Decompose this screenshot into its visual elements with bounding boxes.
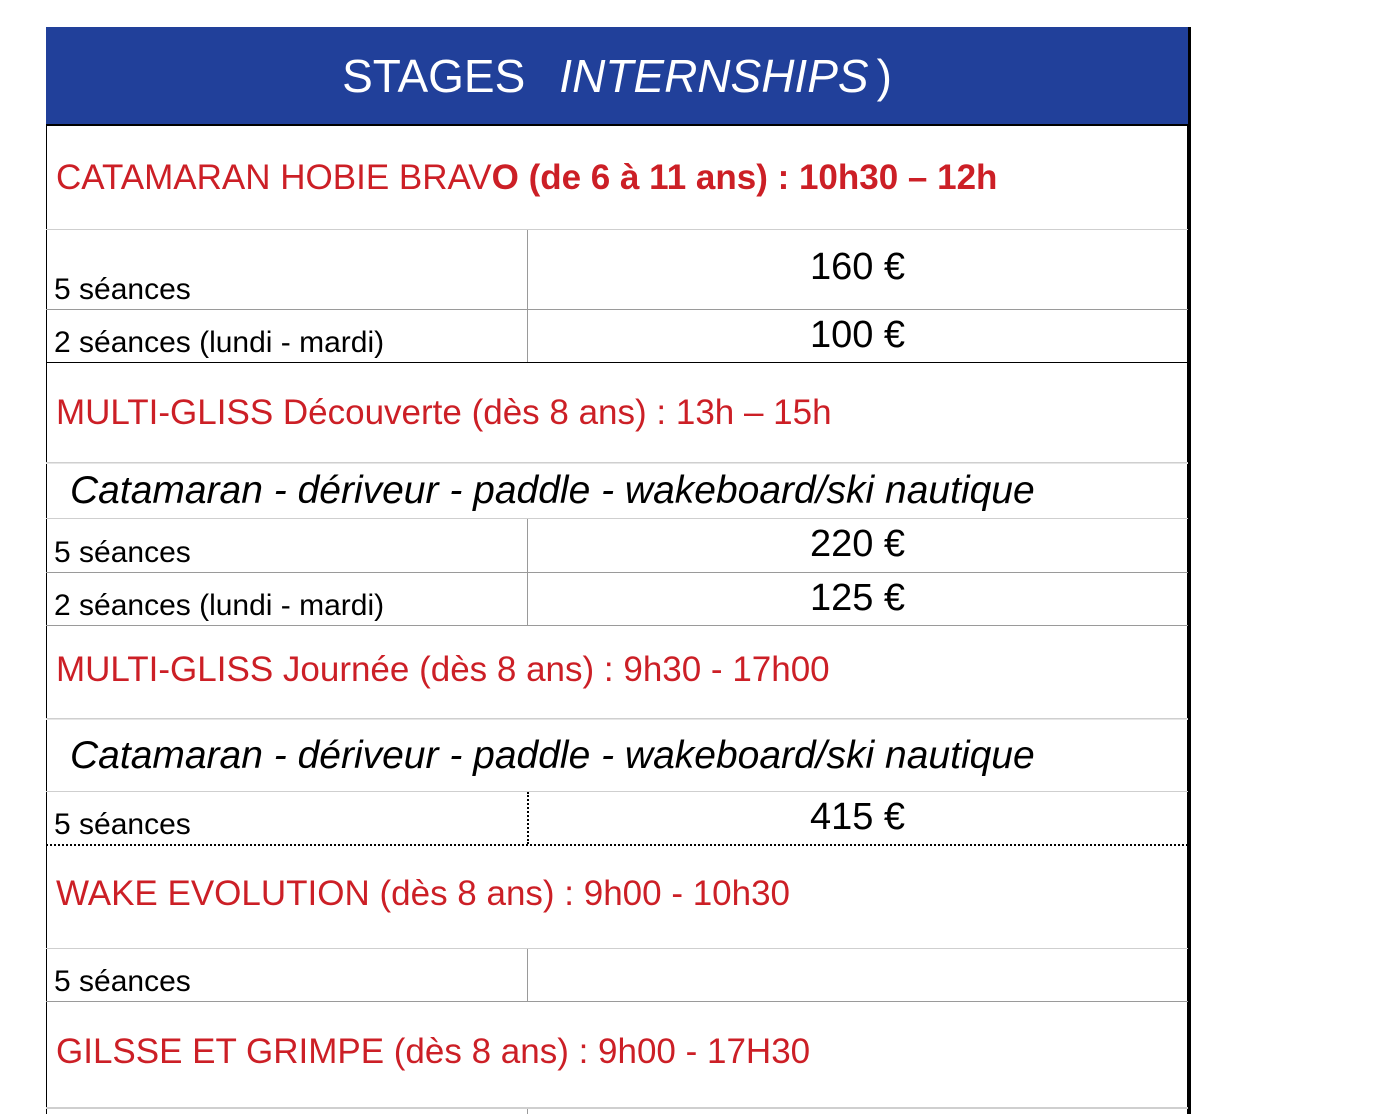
section-title: MULTI-GLISS Découverte (dès 8 ans) : 13h – 15h [56, 393, 832, 432]
table-row [46, 230, 1188, 310]
column-divider [527, 1109, 528, 1114]
price-value: 415 € [809, 796, 906, 838]
table-row [46, 1108, 1188, 1114]
table-row [46, 792, 1188, 846]
title-stages: STAGES [342, 49, 526, 102]
page-title [46, 27, 1188, 126]
sessions-label: 5 séances [54, 273, 191, 306]
title-close-paren: ) [876, 49, 892, 102]
section-hobie-bravo [46, 126, 1188, 230]
section-multigliss-decouverte [46, 363, 1188, 463]
section-title: WAKE EVOLUTION (dès 8 ans) : 9h00 - 10h30 [56, 874, 791, 913]
price-value: 125 € [809, 577, 906, 619]
sessions-label: 5 séances [54, 536, 191, 569]
activities-list [46, 463, 1188, 519]
section-glisse-grimpe [46, 1002, 1188, 1108]
activities-text: Catamaran - dériveur - paddle - wakeboard/ski nautique [70, 469, 1035, 512]
sessions-label: 2 séances (lundi - mardi) [54, 589, 385, 622]
price-value: 160 € [809, 246, 906, 288]
section-multigliss-journee [46, 626, 1188, 719]
table-row [46, 310, 1188, 363]
section-title: GILSSE ET GRIMPE (dès 8 ans) : 9h00 - 17H30 [56, 1032, 811, 1071]
sessions-label: 5 séances [54, 965, 191, 998]
section-title: MULTI-GLISS Journée (dès 8 ans) : 9h30 - 17h00 [56, 650, 830, 689]
section-hobie-name: CATAMARAN HOBIE BRAV [56, 157, 492, 197]
table-row [46, 519, 1188, 573]
section-hobie-detail: O (de 6 à 11 ans) : 10h30 – 12h [491, 157, 998, 197]
section-wake-evolution [46, 846, 1188, 949]
activities-text: Catamaran - dériveur - paddle - wakeboard/ski nautique [70, 733, 1035, 777]
activities-list [46, 719, 1188, 792]
title-internships: INTERNSHIPS [559, 49, 869, 102]
sessions-label: 2 séances (lundi - mardi) [54, 326, 385, 359]
table-row [46, 949, 1188, 1002]
column-divider [527, 949, 528, 1001]
sessions-label: 5 séances [54, 808, 191, 841]
price-value: 220 € [809, 523, 906, 565]
price-table [46, 27, 1192, 1114]
table-row [46, 573, 1188, 626]
price-value: 100 € [809, 314, 906, 356]
